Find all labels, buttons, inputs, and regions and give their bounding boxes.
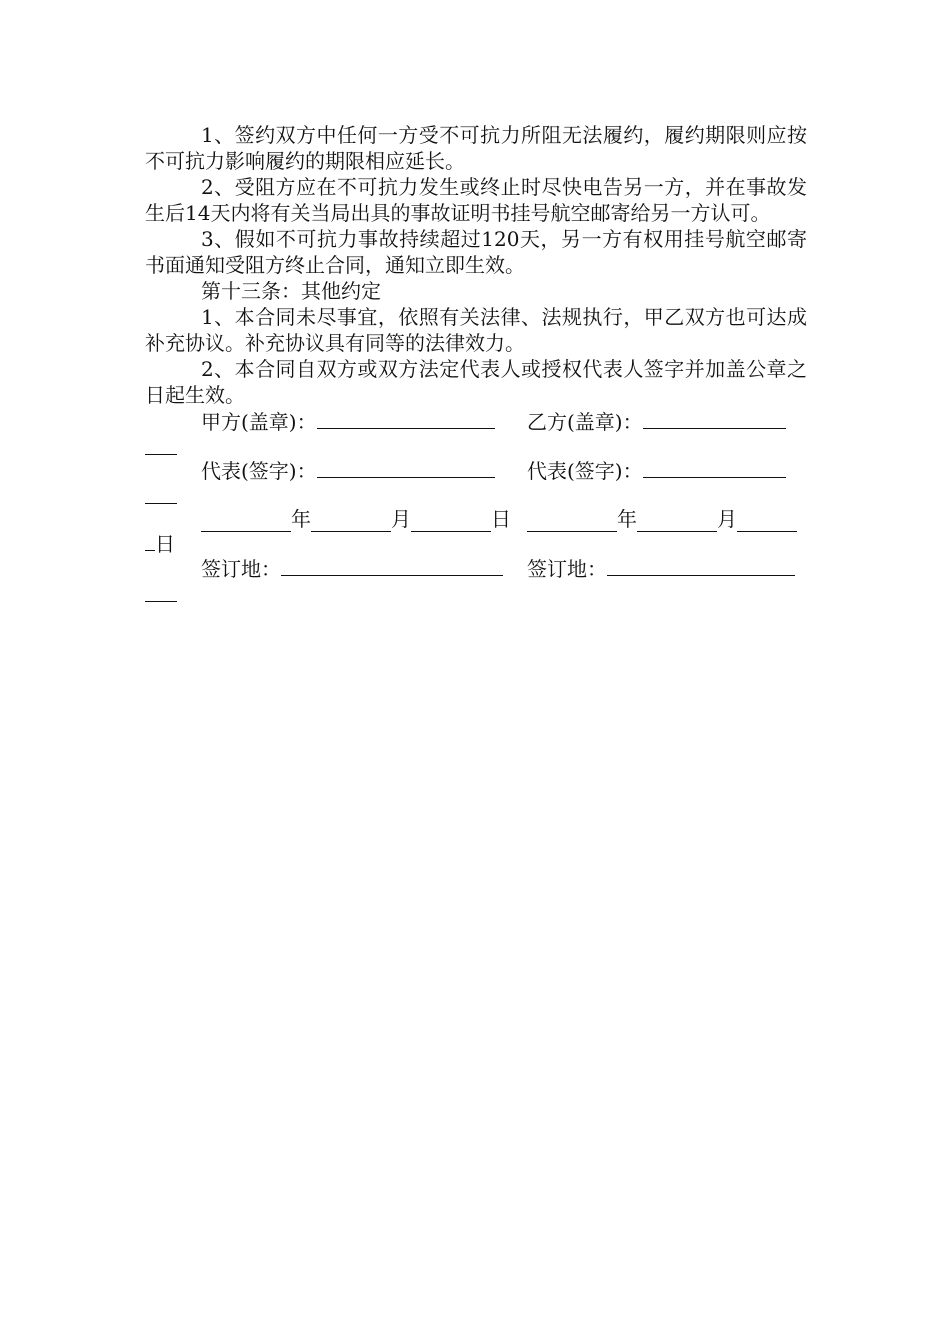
place-b-field bbox=[527, 555, 795, 581]
paragraph-force-majeure-1: 1、签约双方中任何一方受不可抗力所阻无法履约，履约期限则应按不可抗力影响履约的期限相应延长。 bbox=[145, 123, 807, 173]
date-b-month-blank[interactable] bbox=[637, 511, 717, 532]
date-a-field bbox=[201, 506, 511, 532]
rep-a-field bbox=[201, 457, 495, 483]
paragraph-other-terms-1: 1、本合同未尽事宜，依照有关法律、法规执行，甲乙双方也可达成补充协议。补充协议具有同等的法律效力。 bbox=[145, 305, 807, 355]
place-b-label: 签订地： bbox=[527, 557, 607, 581]
date-a-month-label: 月 bbox=[391, 507, 411, 531]
date-row-wrap-blank bbox=[145, 530, 155, 551]
date-a-month-blank[interactable] bbox=[311, 511, 391, 532]
date-a-day-label: 日 bbox=[491, 507, 511, 531]
party-a-seal-field bbox=[201, 408, 495, 434]
rep-row-wrap-blank bbox=[145, 483, 177, 504]
place-row bbox=[145, 555, 807, 604]
paragraph-other-terms-2: 2、本合同自双方或双方法定代表人或授权代表人签字并加盖公章之日起生效。 bbox=[145, 357, 807, 407]
date-b-field bbox=[527, 506, 797, 532]
place-row-wrap-blank bbox=[145, 581, 177, 602]
date-b-day-blank[interactable] bbox=[737, 511, 797, 532]
date-b-year-blank[interactable] bbox=[527, 511, 617, 532]
representative-row bbox=[145, 457, 807, 506]
date-a-year-blank[interactable] bbox=[201, 511, 291, 532]
place-a-blank[interactable] bbox=[281, 555, 503, 576]
date-row-wrap bbox=[145, 530, 175, 557]
place-a-label: 签订地： bbox=[201, 557, 281, 581]
place-row-wrap bbox=[145, 581, 177, 603]
date-b-day-label: 日 bbox=[155, 532, 175, 556]
paragraph-force-majeure-3: 3、假如不可抗力事故持续超过120天，另一方有权用挂号航空邮寄书面通知受阻方终止合同，通知立即生效。 bbox=[145, 227, 807, 277]
party-b-seal-label: 乙方(盖章)： bbox=[527, 410, 643, 434]
place-a-field bbox=[201, 555, 503, 581]
place-b-blank[interactable] bbox=[607, 555, 795, 576]
rep-b-blank[interactable] bbox=[643, 457, 786, 478]
rep-a-blank[interactable] bbox=[317, 457, 495, 478]
signature-block bbox=[145, 408, 807, 604]
document-page bbox=[145, 122, 807, 604]
rep-b-field bbox=[527, 457, 786, 483]
article-13-heading: 第十三条：其他约定 bbox=[201, 279, 381, 303]
date-b-year-label: 年 bbox=[617, 507, 637, 531]
party-b-seal-field bbox=[527, 408, 786, 434]
rep-row-wrap bbox=[145, 483, 177, 505]
date-row bbox=[145, 506, 807, 555]
party-b-seal-blank[interactable] bbox=[643, 408, 786, 429]
seal-row-wrap bbox=[145, 434, 177, 456]
rep-b-label: 代表(签字)： bbox=[527, 459, 643, 483]
seal-row-wrap-blank bbox=[145, 434, 177, 455]
date-a-day-blank[interactable] bbox=[411, 511, 491, 532]
seal-row bbox=[145, 408, 807, 457]
party-a-seal-label: 甲方(盖章)： bbox=[201, 410, 317, 434]
date-b-month-label: 月 bbox=[717, 507, 737, 531]
date-a-year-label: 年 bbox=[291, 507, 311, 531]
party-a-seal-blank[interactable] bbox=[317, 408, 495, 429]
paragraph-force-majeure-2: 2、受阻方应在不可抗力发生或终止时尽快电告另一方，并在事故发生后14天内将有关当局出具的事故证明书挂号航空邮寄给另一方认可。 bbox=[145, 175, 807, 225]
rep-a-label: 代表(签字)： bbox=[201, 459, 317, 483]
